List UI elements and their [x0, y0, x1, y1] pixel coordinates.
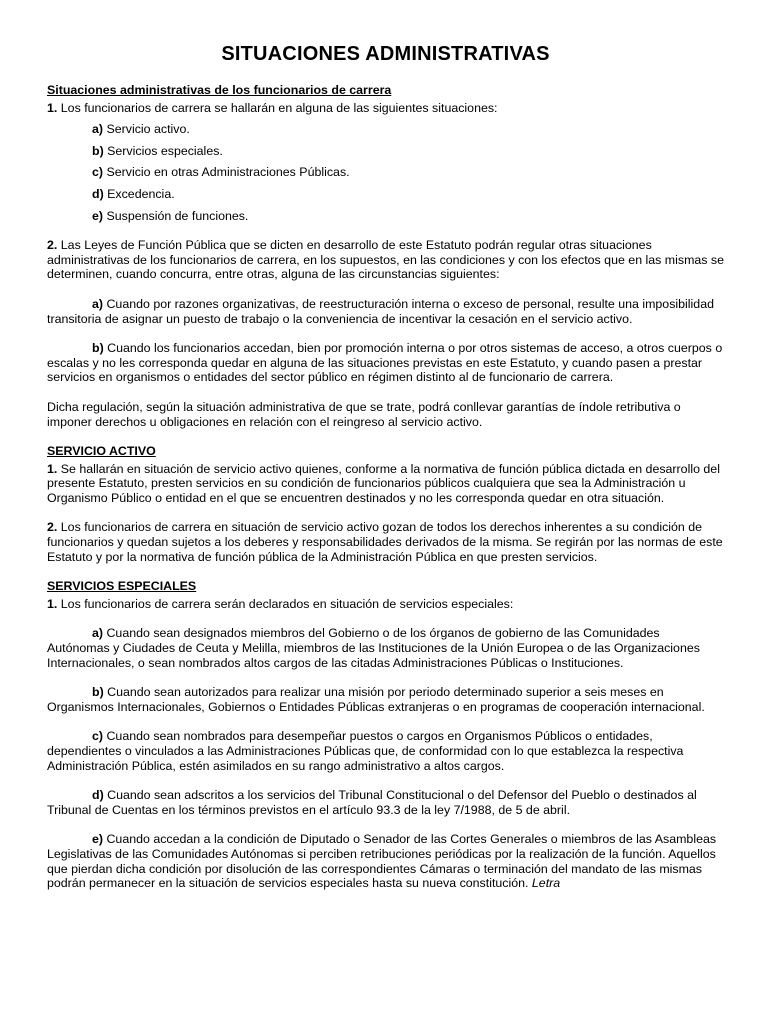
paragraph-text: Cuando sean adscritos a los servicios del Tribunal Constitucional o del Defensor del Pueblo o destinados al Tribunal de Cuentas en los términos previstos en el artículo 93.3 de la ley 7/1988, de 5 de abril.: [47, 788, 697, 817]
paragraph-key: b): [92, 341, 104, 356]
paragraph-text: Cuando por razones organizativas, de reestructuración interna o exceso de personal, resulte una imposibilidad transitoria de asignar un puesto de trabajo o la conveniencia de incentivar la cesación en el servicio activo.: [47, 296, 714, 326]
paragraph: [47, 626, 724, 670]
paragraph-text: Se hallarán en situación de servicio activo quienes, conforme a la normativa de función pública dictada en desarrollo del presente Estatuto, presten servicios en su condición de funcionarios públicos cualquiera que sea la Administración u Organismo Público o entidad en el que se encuentren destinados y no les corresponda quedar en otra situación.: [47, 461, 720, 505]
paragraph: [47, 685, 724, 714]
paragraph-number: 1.: [47, 461, 58, 476]
list-item-key: a): [92, 122, 104, 137]
paragraph: [47, 101, 724, 116]
list-item-text: Servicios especiales.: [103, 143, 223, 158]
paragraph: [47, 597, 724, 612]
list-item-key: b): [92, 143, 104, 158]
paragraph-text: Cuando sean autorizados para realizar una misión por periodo determinado superior a seis meses en Organismos Internacionales, Gobiernos o Entidades Públicas extranjeras o en programas de cooperación internacional.: [47, 685, 705, 714]
paragraph: [47, 520, 724, 564]
paragraph-key: a): [92, 296, 104, 311]
list-item-text: Servicio en otras Administraciones Públicas.: [103, 165, 350, 180]
paragraph-text: Los funcionarios de carrera se hallarán en alguna de las siguientes situaciones:: [57, 100, 498, 115]
paragraph-text: Los funcionarios de carrera en situación de servicio activo gozan de todos los derechos inherentes a su condición de funcionarios y quedan sujetos a los deberes y responsabilidades derivados de la misma. Se regirán por las normas de este Estatuto y por la normativa de función pública de la Administración Pública en que presten servicios.: [47, 520, 723, 564]
section-heading-situaciones: Situaciones administrativas de los funcionarios de carrera: [47, 83, 392, 97]
section-heading-servicio-activo: SERVICIO ACTIVO: [47, 444, 156, 459]
paragraph-number: 1.: [47, 596, 58, 611]
paragraph-text: Cuando accedan a la condición de Diputado o Senador de las Cortes Generales o miembros de las Asambleas Legislativas de las Comunidades Autónomas si perciben retribuciones periódicas por la realización de la función. Aquellos que pierdan dicha condición por disolución de las correspondientes Cámaras o terminación del mandato de las mismas podrán permanecer en la situación de servicios especiales hasta su nueva constitución.: [47, 832, 717, 891]
paragraph: [47, 788, 724, 817]
paragraph-text: Cuando sean designados miembros del Gobierno o de los órganos de gobierno de las Comunidades Autónomas y Ciudades de Ceuta y Melilla, miembros de las Instituciones de la Unión Europea o de las Organizaciones Internacionales, o sean nombrados altos cargos de las citadas Administraciones Públicas o Instituciones.: [47, 626, 700, 670]
list-item-key: c): [92, 165, 104, 180]
paragraph-key: a): [92, 626, 104, 641]
list-item-text: Excedencia.: [103, 186, 175, 201]
paragraph-key: e): [92, 832, 104, 847]
list-item: [47, 187, 724, 202]
section-heading-servicios-especiales: SERVICIOS ESPECIALES: [47, 579, 197, 594]
paragraph: [47, 832, 724, 890]
list-item: [47, 122, 724, 137]
paragraph-tail: Letra: [531, 876, 561, 891]
paragraph-text: Los funcionarios de carrera serán declarados en situación de servicios especiales:: [57, 596, 514, 611]
list-item: [47, 144, 724, 159]
paragraph-text: Las Leyes de Función Pública que se dicten en desarrollo de este Estatuto podrán regular otras situaciones administrativas de los funcionarios de carrera, en los supuestos, en las condiciones y con los efectos que en las mismas se determinen, cuando concurra, entre otras, alguna de las circunstancias siguientes:: [47, 238, 725, 282]
paragraph-text: Cuando los funcionarios accedan, bien por promoción interna o por otros sistemas de acceso, a otros cuerpos o escalas y no les corresponda quedar en alguna de las situaciones previstas en este Estatuto, y cuando pasen a prestar servicios en organismos o entidades del sector público en régimen distinto al de funcionario de carrera.: [47, 341, 723, 385]
list-item-key: d): [92, 186, 104, 201]
paragraph: [47, 462, 724, 506]
paragraph-key: b): [92, 685, 104, 700]
list-item: [47, 209, 724, 224]
paragraph: [47, 341, 724, 385]
paragraph: [47, 297, 724, 326]
paragraph-key: c): [92, 729, 104, 744]
list-item-text: Servicio activo.: [103, 122, 190, 137]
list-item: [47, 165, 724, 180]
page-title: SITUACIONES ADMINISTRATIVAS: [221, 43, 550, 65]
paragraph-key: d): [92, 788, 104, 803]
paragraph: [47, 238, 724, 282]
paragraph: [47, 729, 724, 773]
paragraph-number: 2.: [47, 238, 58, 253]
paragraph-text: Cuando sean nombrados para desempeñar puestos o cargos en Organismos Públicos o entidades, dependientes o vinculados a las Administraciones Públicas que, de conformidad con lo que establezca la respectiva Administración Pública, estén asimilados en su rango administrativo a altos cargos.: [47, 729, 684, 773]
paragraph-number: 2.: [47, 520, 58, 535]
paragraph-number: 1.: [47, 100, 58, 115]
paragraph: Dicha regulación, según la situación administrativa de que se trate, podrá conllevar garantías de índole retributiva o imponer derechos u obligaciones en relación con el reingreso al servicio activo.: [47, 399, 681, 429]
list-item-text: Suspensión de funciones.: [103, 208, 249, 223]
list-item-key: e): [92, 208, 104, 223]
